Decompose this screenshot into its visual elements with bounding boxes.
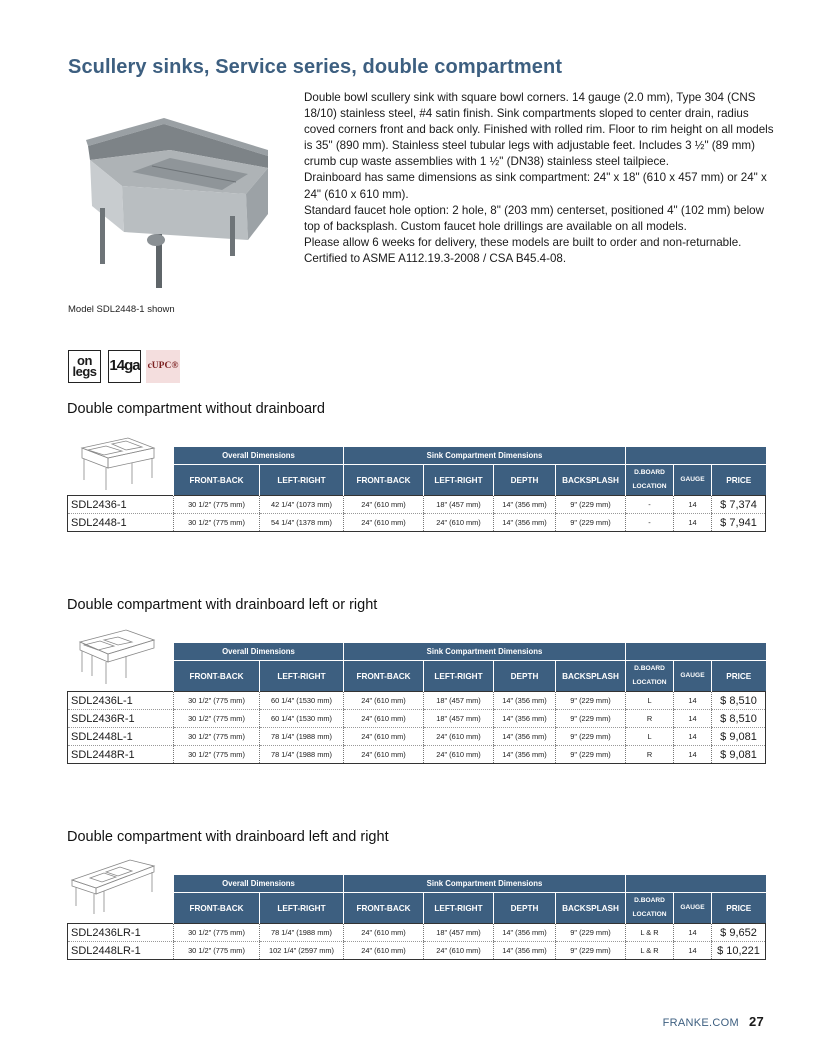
- cell: 60 1/4" (1530 mm): [260, 692, 344, 710]
- cell: 9" (229 mm): [556, 746, 626, 764]
- section-title: Double compartment with drainboard left and right: [67, 829, 389, 845]
- section-title: Double compartment without drainboard: [67, 401, 325, 417]
- cell: R: [626, 746, 674, 764]
- cell: 78 1/4" (1988 mm): [260, 746, 344, 764]
- cell: 30 1/2" (775 mm): [174, 514, 260, 532]
- dboard-label: D.BOARD: [634, 665, 665, 672]
- cell: 18" (457 mm): [424, 496, 494, 514]
- col-left-right: LEFT-RIGHT: [424, 893, 494, 924]
- table-row: [68, 710, 766, 728]
- cell: 78 1/4" (1988 mm): [260, 728, 344, 746]
- cell: -: [626, 496, 674, 514]
- col-left-right: LEFT-RIGHT: [424, 661, 494, 692]
- cell: 14" (356 mm): [494, 692, 556, 710]
- col-front-back: FRONT-BACK: [344, 465, 424, 496]
- badge-text: on: [77, 353, 92, 368]
- cell: 9" (229 mm): [556, 924, 626, 942]
- upc-badge: cUPC®: [146, 350, 180, 383]
- col-dboard-location: [626, 661, 674, 692]
- cell: 24" (610 mm): [424, 728, 494, 746]
- overall-dimensions-header: Overall Dimensions: [174, 643, 344, 661]
- spec-table-drainboard-left-or-right: [67, 643, 766, 764]
- dboard-label: D.BOARD: [634, 897, 665, 904]
- cell: 30 1/2" (775 mm): [174, 728, 260, 746]
- cell: 9" (229 mm): [556, 496, 626, 514]
- col-gauge: GAUGE: [674, 893, 712, 924]
- badge-text: legs: [72, 364, 97, 379]
- col-price: PRICE: [712, 465, 766, 496]
- description-paragraph: Certified to ASME A112.19.3-2008 / CSA B45.4-08.: [304, 251, 567, 265]
- cell: 42 1/4" (1073 mm): [260, 496, 344, 514]
- cell: 14: [674, 710, 712, 728]
- col-front-back: FRONT-BACK: [344, 893, 424, 924]
- cell: 24" (610 mm): [344, 728, 424, 746]
- spec-table-drainboard-left-and-right: [67, 875, 766, 960]
- model-number: SDL2436R-1: [68, 710, 174, 728]
- col-front-back: FRONT-BACK: [174, 661, 260, 692]
- spec-table-without-drainboard: [67, 447, 766, 532]
- cell: 9" (229 mm): [556, 692, 626, 710]
- cell: L & R: [626, 942, 674, 960]
- sink-dimensions-header: Sink Compartment Dimensions: [344, 875, 626, 893]
- cell: 60 1/4" (1530 mm): [260, 710, 344, 728]
- cell: 24" (610 mm): [344, 710, 424, 728]
- cell: 14" (356 mm): [494, 496, 556, 514]
- table-row: [68, 692, 766, 710]
- col-depth: DEPTH: [494, 661, 556, 692]
- cell: 14: [674, 924, 712, 942]
- cell: 30 1/2" (775 mm): [174, 924, 260, 942]
- cell: 24" (610 mm): [424, 514, 494, 532]
- cell: 14: [674, 746, 712, 764]
- footer-website[interactable]: FRANKE.COM: [662, 1017, 739, 1029]
- location-label: LOCATION: [632, 483, 667, 490]
- cell: R: [626, 710, 674, 728]
- dboard-label: D.BOARD: [634, 469, 665, 476]
- model-number: SDL2436L-1: [68, 692, 174, 710]
- cell: 30 1/2" (775 mm): [174, 496, 260, 514]
- page-number: 27: [748, 1014, 764, 1029]
- gauge-badge: 14ga: [108, 350, 141, 383]
- col-front-back: FRONT-BACK: [174, 465, 260, 496]
- col-depth: DEPTH: [494, 465, 556, 496]
- cell: 24" (610 mm): [344, 514, 424, 532]
- col-depth: DEPTH: [494, 893, 556, 924]
- col-dboard-location: [626, 893, 674, 924]
- cell: 14" (356 mm): [494, 924, 556, 942]
- price: $ 10,221: [712, 942, 766, 960]
- header-blank: [626, 643, 766, 661]
- model-number: SDL2436LR-1: [68, 924, 174, 942]
- cell: 30 1/2" (775 mm): [174, 942, 260, 960]
- cell: 24" (610 mm): [424, 746, 494, 764]
- col-left-right: LEFT-RIGHT: [424, 465, 494, 496]
- cell: 14: [674, 942, 712, 960]
- table-row: [68, 496, 766, 514]
- table-row: [68, 728, 766, 746]
- price: $ 8,510: [712, 692, 766, 710]
- cell: 14" (356 mm): [494, 942, 556, 960]
- page-title: Scullery sinks, Service series, double compartment: [68, 56, 563, 78]
- cell: 18" (457 mm): [424, 710, 494, 728]
- header-blank: [626, 875, 766, 893]
- location-label: LOCATION: [632, 679, 667, 686]
- price: $ 9,081: [712, 728, 766, 746]
- sink-dimensions-header: Sink Compartment Dimensions: [344, 447, 626, 465]
- overall-dimensions-header: Overall Dimensions: [174, 875, 344, 893]
- product-photo: [72, 96, 268, 296]
- section-title: Double compartment with drainboard left or right: [67, 597, 378, 613]
- cell: 9" (229 mm): [556, 514, 626, 532]
- cell: 30 1/2" (775 mm): [174, 746, 260, 764]
- photo-caption: Model SDL2448-1 shown: [68, 304, 175, 315]
- col-price: PRICE: [712, 661, 766, 692]
- price: $ 7,941: [712, 514, 766, 532]
- cell: 30 1/2" (775 mm): [174, 692, 260, 710]
- col-gauge: GAUGE: [674, 465, 712, 496]
- col-front-back: FRONT-BACK: [344, 661, 424, 692]
- description-paragraph: Double bowl scullery sink with square bowl corners. 14 gauge (2.0 mm), Type 304 (CNS 18/10) stainless steel, #4 satin finish. Sink compartments sloped to center drain, radius coved corners front and back only. Finished with rolled rim. Floor to rim height on all models is 35" (890 mm). Stainless steel tubular legs with adjustable feet. Includes 3 ½" (89 mm) crumb cup waste assemblies with 1 ½" (DN38) stainless steel tailpiece.: [304, 91, 774, 169]
- cell: L & R: [626, 924, 674, 942]
- table-row: [68, 942, 766, 960]
- header-blank: [626, 447, 766, 465]
- page-footer: [663, 1014, 764, 1029]
- cell: 24" (610 mm): [344, 942, 424, 960]
- product-description: [304, 90, 780, 267]
- col-backsplash: BACKSPLASH: [556, 661, 626, 692]
- cell: 14" (356 mm): [494, 746, 556, 764]
- table-row: [68, 746, 766, 764]
- col-gauge: GAUGE: [674, 661, 712, 692]
- col-left-right: LEFT-RIGHT: [260, 661, 344, 692]
- cell: 54 1/4" (1378 mm): [260, 514, 344, 532]
- model-number: SDL2448LR-1: [68, 942, 174, 960]
- cell: 102 1/4" (2597 mm): [260, 942, 344, 960]
- price: $ 8,510: [712, 710, 766, 728]
- on-legs-badge: [68, 350, 101, 383]
- table-row: [68, 514, 766, 532]
- cell: 24" (610 mm): [344, 496, 424, 514]
- cell: 14: [674, 496, 712, 514]
- description-paragraph: Drainboard has same dimensions as sink compartment: 24" x 18" (610 x 457 mm) or 24" x 24" (610 x 610 mm).: [304, 171, 767, 201]
- cell: -: [626, 514, 674, 532]
- cell: 18" (457 mm): [424, 692, 494, 710]
- cell: L: [626, 692, 674, 710]
- col-price: PRICE: [712, 893, 766, 924]
- description-paragraph: Please allow 6 weeks for delivery, these models are built to order and non-returnable.: [304, 235, 742, 249]
- model-number: SDL2448-1: [68, 514, 174, 532]
- cell: 9" (229 mm): [556, 728, 626, 746]
- cell: 30 1/2" (775 mm): [174, 710, 260, 728]
- cell: 9" (229 mm): [556, 710, 626, 728]
- cell: 14: [674, 692, 712, 710]
- cell: 9" (229 mm): [556, 942, 626, 960]
- location-label: LOCATION: [632, 911, 667, 918]
- col-backsplash: BACKSPLASH: [556, 893, 626, 924]
- cell: 14: [674, 514, 712, 532]
- col-left-right: LEFT-RIGHT: [260, 465, 344, 496]
- description-paragraph: Standard faucet hole option: 2 hole, 8" (203 mm) centerset, positioned 4" (102 mm) below top of backsplash. Custom faucet hole drillings are available on all models.: [304, 203, 764, 233]
- col-dboard-location: [626, 465, 674, 496]
- cell: 78 1/4" (1988 mm): [260, 924, 344, 942]
- price: $ 7,374: [712, 496, 766, 514]
- col-front-back: FRONT-BACK: [174, 893, 260, 924]
- cell: L: [626, 728, 674, 746]
- overall-dimensions-header: Overall Dimensions: [174, 447, 344, 465]
- col-backsplash: BACKSPLASH: [556, 465, 626, 496]
- cell: 14" (356 mm): [494, 728, 556, 746]
- cell: 14: [674, 728, 712, 746]
- cell: 14" (356 mm): [494, 514, 556, 532]
- model-number: SDL2448L-1: [68, 728, 174, 746]
- model-number: SDL2448R-1: [68, 746, 174, 764]
- table-row: [68, 924, 766, 942]
- cell: 18" (457 mm): [424, 924, 494, 942]
- price: $ 9,652: [712, 924, 766, 942]
- cell: 24" (610 mm): [424, 942, 494, 960]
- cell: 24" (610 mm): [344, 924, 424, 942]
- col-left-right: LEFT-RIGHT: [260, 893, 344, 924]
- cell: 24" (610 mm): [344, 746, 424, 764]
- cell: 24" (610 mm): [344, 692, 424, 710]
- model-number: SDL2436-1: [68, 496, 174, 514]
- cell: 14" (356 mm): [494, 710, 556, 728]
- sink-dimensions-header: Sink Compartment Dimensions: [344, 643, 626, 661]
- price: $ 9,081: [712, 746, 766, 764]
